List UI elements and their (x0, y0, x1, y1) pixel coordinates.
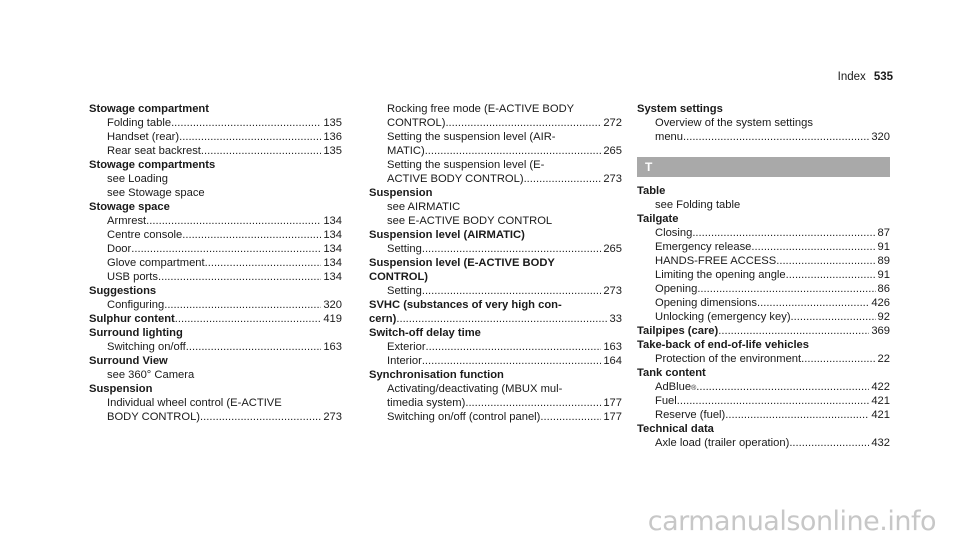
page-reference: 134 (323, 257, 342, 269)
entry-label: Configuring (107, 299, 165, 311)
page-reference: 22 (877, 353, 890, 365)
page-number: 535 (873, 71, 893, 83)
index-subentry-with-page (637, 240, 890, 254)
dot-leader (791, 310, 876, 324)
header-label: Index (837, 71, 866, 83)
index-term: Suspension (89, 383, 153, 395)
index-subentry: Overview of the system settings (655, 117, 813, 129)
page-reference: 92 (877, 311, 890, 323)
index-subentry: Setting the suspension level (AIR- (387, 131, 556, 143)
entry-label: Interior (387, 355, 422, 367)
index-term: Table (637, 185, 666, 197)
index-subentry: see Stowage space (107, 187, 205, 199)
dot-leader (179, 130, 321, 144)
index-term: Tailgate (637, 213, 679, 225)
index-term: Surround lighting (89, 327, 183, 339)
index-subentry-with-page (637, 394, 890, 408)
page-reference: 134 (323, 243, 342, 255)
entry-label: Opening dimensions (655, 297, 757, 309)
dot-leader (422, 354, 602, 368)
entry-label: Centre console (107, 229, 183, 241)
dot-leader (186, 340, 322, 354)
page-reference: 421 (871, 395, 890, 407)
index-subentry-with-page (637, 268, 890, 282)
index-subentry: see E-ACTIVE BODY CONTROL (387, 215, 553, 227)
index-subentry-with-page (89, 298, 342, 312)
entry-label: Setting (387, 285, 422, 297)
entry-label: MATIC) (387, 145, 425, 157)
dot-leader (205, 256, 322, 270)
index-subentry-with-page (89, 214, 342, 228)
index-subentry-with-page (89, 228, 342, 242)
index-subentry: see Loading (107, 173, 168, 185)
entry-label: Closing (655, 227, 693, 239)
page-reference: 163 (323, 341, 342, 353)
entry-label: ACTIVE BODY CONTROL) (387, 173, 524, 185)
entry-label: Tailpipes (care) (637, 325, 719, 337)
entry-label: AdBlue (655, 381, 692, 393)
page-reference: 369 (871, 325, 890, 337)
dot-leader (524, 172, 602, 186)
dot-leader (164, 298, 321, 312)
page-reference: 86 (877, 283, 890, 295)
dot-leader (696, 380, 869, 394)
entry-label: HANDS-FREE ACCESS (655, 255, 777, 267)
dot-leader (692, 226, 875, 240)
entry-label: Emergency release (655, 241, 752, 253)
entry-label: Door (107, 243, 132, 255)
page-header (838, 70, 893, 84)
dot-leader (776, 254, 875, 268)
dot-leader (422, 284, 601, 298)
entry-label: timedia system) (387, 397, 466, 409)
watermark: carmanualsonline.info (647, 506, 936, 537)
entry-label: Rear seat backrest (107, 145, 201, 157)
index-column-3 (637, 102, 890, 450)
index-term: Synchronisation function (369, 369, 504, 381)
index-subentry-with-page (369, 396, 622, 410)
entry-label: USB ports (107, 271, 158, 283)
entry-label: cern) (369, 313, 397, 325)
dot-leader (426, 340, 602, 354)
entry-label: Unlocking (emergency key) (655, 311, 791, 323)
index-subentry-with-page (89, 270, 342, 284)
dot-leader (786, 268, 876, 282)
entry-label: Axle load (trailer operation) (655, 437, 790, 449)
index-subentry-with-page (369, 172, 622, 186)
index-term: Stowage space (89, 201, 170, 213)
entry-label: Reserve (fuel) (655, 409, 726, 421)
index-subentry-with-page (369, 284, 622, 298)
page-reference: 33 (609, 313, 622, 325)
index-subentry-with-page (637, 310, 890, 324)
index-column-2 (369, 102, 622, 424)
index-term: SVHC (substances of very high con- (369, 299, 562, 311)
page-reference: 134 (323, 271, 342, 283)
entry-label: Glove compartment (107, 257, 205, 269)
index-subentry-with-page (637, 436, 890, 450)
page-reference: 320 (871, 131, 890, 143)
page-reference: 135 (323, 145, 342, 157)
index-subentry-with-page (637, 226, 890, 240)
index-term: Surround View (89, 355, 168, 367)
dot-leader (146, 214, 321, 228)
index-subentry-with-page (89, 116, 342, 130)
index-subentry-with-page (369, 354, 622, 368)
page-reference: 320 (323, 299, 342, 311)
entry-label: Switching on/off (107, 341, 186, 353)
index-subentry-with-page (637, 254, 890, 268)
page-reference: 134 (323, 229, 342, 241)
index-subentry-with-page (89, 256, 342, 270)
dot-leader (789, 436, 869, 450)
dot-leader (683, 130, 869, 144)
index-subentry-with-page (369, 340, 622, 354)
entry-label: Setting (387, 243, 422, 255)
entry-label: Armrest (107, 215, 147, 227)
dot-leader (757, 296, 869, 310)
dot-leader (677, 394, 870, 408)
entry-label: Opening (655, 283, 698, 295)
index-term-with-page (637, 324, 890, 338)
page-reference: 273 (323, 411, 342, 423)
index-term: System settings (637, 103, 723, 115)
entry-label: Exterior (387, 341, 426, 353)
page-reference: 164 (603, 355, 622, 367)
dot-leader (718, 324, 869, 338)
index-term: Suggestions (89, 285, 157, 297)
index-term-with-page (89, 312, 342, 326)
dot-leader (171, 116, 321, 130)
entry-label: Fuel (655, 395, 677, 407)
page-reference: 163 (603, 341, 622, 353)
page-reference: 135 (323, 117, 342, 129)
entry-label: Switching on/off (control panel) (387, 411, 541, 423)
index-subentry: Rocking free mode (E-ACTIVE BODY (387, 103, 575, 115)
dot-leader (131, 242, 321, 256)
page-reference: 421 (871, 409, 890, 421)
index-term: Switch-off delay time (369, 327, 481, 339)
index-term-with-page (369, 312, 622, 326)
page-reference: 432 (871, 437, 890, 449)
entry-label: Handset (rear) (107, 131, 180, 143)
page-reference: 426 (871, 297, 890, 309)
dot-leader (422, 242, 601, 256)
index-subentry-with-page (637, 130, 890, 144)
dot-leader (182, 228, 321, 242)
index-subentry-with-page (89, 340, 342, 354)
index-term: Suspension level (E-ACTIVE BODY (369, 257, 555, 269)
dot-leader (201, 144, 321, 158)
page-reference: 89 (877, 255, 890, 267)
dot-leader (425, 144, 602, 158)
page-reference: 265 (603, 145, 622, 157)
index-term: Stowage compartment (89, 103, 209, 115)
section-letter-header: T (637, 157, 890, 177)
index-subentry-with-page: AdBlue ® ..... 422 (637, 380, 890, 394)
index-subentry: Activating/deactivating (MBUX mul- (387, 383, 563, 395)
page-reference: 272 (603, 117, 622, 129)
index-subentry: see 360° Camera (107, 369, 195, 381)
dot-leader (697, 282, 875, 296)
dot-leader (801, 352, 875, 366)
index-subentry-with-page (89, 242, 342, 256)
index-term: Stowage compartments (89, 159, 216, 171)
page-reference: 273 (603, 285, 622, 297)
index-term: Take-back of end-of-life vehicles (637, 339, 810, 351)
page-reference: 177 (603, 411, 622, 423)
index-subentry: see Folding table (655, 199, 741, 211)
index-subentry: Individual wheel control (E-ACTIVE (107, 397, 282, 409)
page-reference: 265 (603, 243, 622, 255)
entry-label: CONTROL) (387, 117, 446, 129)
index-subentry-with-page (369, 144, 622, 158)
index-subentry-with-page (89, 144, 342, 158)
index-subentry-with-page (369, 242, 622, 256)
index-term: CONTROL) (369, 271, 429, 283)
entry-label: Protection of the environment (655, 353, 802, 365)
page-reference: 134 (323, 215, 342, 227)
entry-label: Sulphur content (89, 313, 175, 325)
index-subentry-with-page (637, 282, 890, 296)
index-term: Suspension (369, 187, 433, 199)
entry-label: BODY CONTROL) (107, 411, 201, 423)
index-term: Suspension level (AIRMATIC) (369, 229, 525, 241)
index-subentry-with-page (369, 116, 622, 130)
page-reference: 177 (603, 397, 622, 409)
entry-label: Limiting the opening angle (655, 269, 786, 281)
index-subentry-with-page (637, 352, 890, 366)
page-reference: 419 (323, 313, 342, 325)
dot-leader (396, 312, 607, 326)
page-reference: 91 (877, 269, 890, 281)
dot-leader (200, 410, 321, 424)
dot-leader (175, 312, 322, 326)
index-term: Technical data (637, 423, 714, 435)
dot-leader (445, 116, 601, 130)
page-reference: 422 (871, 381, 890, 393)
dot-leader (158, 270, 321, 284)
index-column-1 (89, 102, 342, 424)
page-reference: 136 (323, 131, 342, 143)
dot-leader (465, 396, 601, 410)
index-subentry-with-page (369, 410, 622, 424)
entry-label: menu (655, 131, 683, 143)
page-reference: 87 (877, 227, 890, 239)
dot-leader (725, 408, 869, 422)
index-subentry-with-page (89, 130, 342, 144)
index-subentry-with-page (89, 410, 342, 424)
index-subentry: Setting the suspension level (E- (387, 159, 545, 171)
index-subentry-with-page (637, 408, 890, 422)
entry-label: Folding table (107, 117, 172, 129)
page-reference: 91 (877, 241, 890, 253)
dot-leader (540, 410, 601, 424)
page-reference: 273 (603, 173, 622, 185)
index-term: Tank content (637, 367, 706, 379)
dot-leader (751, 240, 875, 254)
index-subentry: see AIRMATIC (387, 201, 461, 213)
index-subentry-with-page (637, 296, 890, 310)
